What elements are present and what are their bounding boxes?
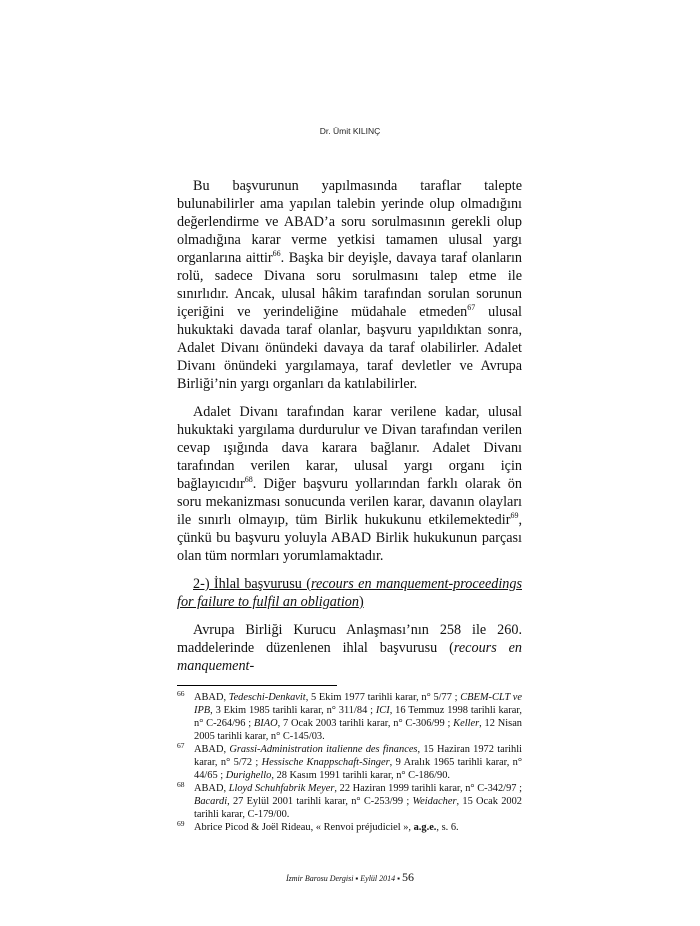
footnote-number: 66 [177,689,185,698]
footnote-text: , 15 Haziran 1972 tarihli karar, n° 5/72 ; [194,744,523,768]
footnote-text: Hessische Knappschaft-Singer [261,757,390,768]
section-heading [177,575,522,611]
footnote [177,821,522,834]
footnote-ref-69[interactable]: 69 [510,511,519,520]
footnote-text: Abrice Picod & Joël Rideau, « Renvoi préjudiciel », [194,822,414,833]
paragraph-1 [177,177,522,393]
footnote-ref-68[interactable]: 68 [244,475,253,484]
footnote-text: Bacardi [194,796,228,807]
footnote-text: , s. 6. [436,822,459,833]
footnote-text: BIAO [253,718,278,729]
footnote-number: 67 [177,741,185,750]
page-number: 56 [402,870,414,884]
footnote-ref-67[interactable]: 67 [467,303,476,312]
page-footer [0,870,700,886]
footnote-text: , 12 Nisan 2005 tarihli karar, n° C-145/03. [194,718,522,742]
footnote-text: Lloyd Schuhfabrik Meyer [228,783,335,794]
footnote-text: a.g.e. [413,822,437,833]
footnote-number: 69 [177,819,185,828]
text: , çünkü bu başvuru yoluyla ABAD Birlik hukukunun parçası olan tüm normları yorumlamaktadır. [177,512,522,564]
heading-text: 2-) İhlal başvurusu ( [193,576,311,592]
text: . Başka bir deyişle, davaya taraf olanların rolü, sadece Divana soru sorulmasını talep etme ile sınırlıdır. Ancak, ulusal hâkim tarafından sorulan sorunun içeriğini ve yerindeliğine müdahale etmeden [177,250,522,320]
running-header: Dr. Ümit KILINÇ [319,126,381,136]
footnote [177,691,522,743]
footnote-text: , 15 Ocak 2002 tarihli karar, C-179/00. [194,796,522,820]
footnote-text: Keller [453,718,480,729]
paragraph-3 [177,621,522,675]
paragraph-2 [177,403,522,565]
footnote-ref-66[interactable]: 66 [272,249,281,258]
footnote-text: Durighello [225,770,272,781]
footnote-text: CBEM-CLT ve IPB [194,692,523,716]
text: Bu başvurunun yapılmasında taraflar talepte bulunabilirler ama yapılan talebin yerinde olup olmadığını değerlendirme ve ABAD’a soru sorulmasının gerekli olup olmadığına karar verme yetkisi tamamen ulusal yargı organlarına aittir [177,178,522,266]
footnotes [177,691,522,834]
text: Avrupa Birliği Kurucu Anlaşması’nın 258 ile 260. maddelerinde düzenlenen ihlal başvurusu ( [177,622,522,656]
text: . Diğer başvuru yollarından farklı olarak ön soru mekanizması sonucunda verilen karar, davanın olayları ile sınırlı olmayıp, tüm Birlik hukukunu etkilemektedir [177,476,522,528]
heading-italic: recours en manquement-proceedings for failure to fulfil an obligation [177,576,522,610]
footnote-text: , 22 Haziran 1999 tarihli karar, n° C-342/97 ; [334,783,522,794]
footnote-text: , 9 Aralık 1965 tarihli karar, n° 44/65 ; [194,757,522,781]
footnote-text: Tedeschi-Denkavit [228,692,306,703]
text: ulusal hukuktaki davada taraf olanlar, başvuru yapıldıktan sonra, Adalet Divanı önündeki davaya da taraf olabilirler. Adalet Divanı önündeki yargılamaya, taraf devletler ve Avrupa Birliği’nin yargı organları da katılabilirler. [177,304,522,392]
footnote-text: ABAD, [194,783,229,794]
issue-date: Eylül 2014 [360,874,396,883]
separator: ▪ [397,874,400,883]
footnote-divider [177,685,337,686]
footnote-number: 68 [177,780,185,789]
footnote-text: , 28 Kasım 1991 tarihli karar, n° C-186/90. [271,770,450,781]
page-column [177,0,522,926]
italic-text: recours en manquement- [177,640,522,674]
footnote-text: , 5 Ekim 1977 tarihli karar, n° 5/77 ; [305,692,461,703]
footnote-text: ABAD, [194,744,230,755]
journal-name: İzmir Barosu Dergisi [286,874,354,883]
separator: ▪ [355,874,359,883]
heading-text: ) [358,594,364,610]
footnote [177,743,522,782]
footnote-text: ABAD, [194,692,229,703]
footnote-text: , 16 Temmuz 1998 tarihli karar, n° C-264/96 ; [194,705,522,729]
footnote [177,782,522,821]
footnote-text: , 3 Ekim 1985 tarihli karar, n° 311/84 ; [210,705,376,716]
footnote-text: Grassi-Administration italienne des finances [229,744,418,755]
footnote-text: , 27 Eylül 2001 tarihli karar, n° C-253/99 ; [227,796,413,807]
footnote-text: Weidacher [412,796,457,807]
footnote-text: ICI [375,705,390,716]
footnote-text: , 7 Ocak 2003 tarihli karar, n° C-306/99 ; [277,718,454,729]
text: Adalet Divanı tarafından karar verilene kadar, ulusal hukuktaki yargılama durdurulur ve Divan tarafından verilen cevap ışığında dava karara bağlanır. Adalet Divanı tarafından verilen karar, ulusal yargı organı için bağlayıcıdır [177,404,522,492]
